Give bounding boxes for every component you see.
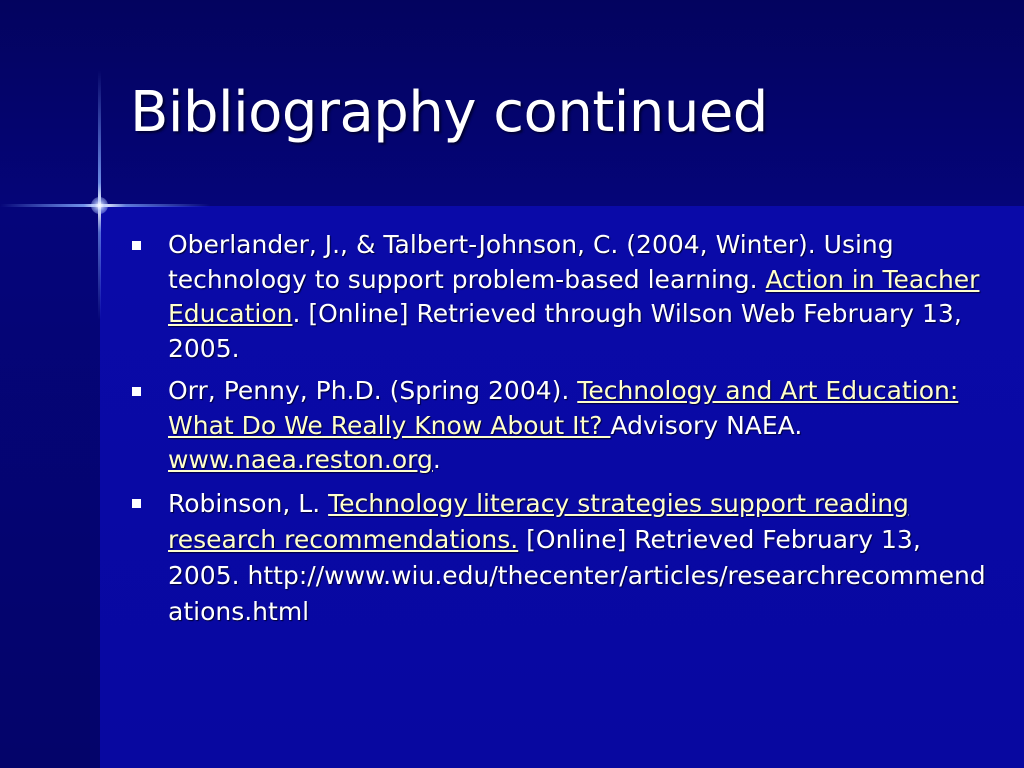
entry-text: Advisory NAEA. xyxy=(610,410,803,440)
article-link[interactable]: Technology literacy strategies support reading research recommendations. xyxy=(168,488,909,554)
bibliography-entry xyxy=(130,374,990,478)
journal-link[interactable]: Action in Teacher Education xyxy=(168,264,980,328)
entry-text: Robinson, L. xyxy=(168,488,329,518)
entry-text: [Online] Retrieved February 13, 2005. xyxy=(168,524,921,590)
square-bullet-icon xyxy=(132,499,141,508)
slide-title: Bibliography continued xyxy=(130,80,768,145)
bibliography-list xyxy=(130,228,990,638)
bibliography-entry xyxy=(130,228,990,366)
article-link[interactable]: Technology and Art Education: What Do We Really Know About It? xyxy=(168,376,959,440)
entry-url-text: http://www.wiu.edu/thecenter/articles/researchrecommendations.html xyxy=(168,560,986,626)
square-bullet-icon xyxy=(132,241,141,250)
entry-text: . xyxy=(432,445,441,474)
sparkle-vertical-line xyxy=(98,70,101,320)
bibliography-entry xyxy=(130,486,990,630)
left-band xyxy=(0,206,100,768)
website-link[interactable]: www.naea.reston.org xyxy=(168,445,433,474)
entry-text: Orr, Penny, Ph.D. (Spring 2004). xyxy=(168,376,578,405)
entry-text: Oberlander, J., & Talbert-Johnson, C. (2004, Winter). Using technology to support problem-based learning. xyxy=(168,230,894,294)
entry-text: . [Online] Retrieved through Wilson Web February 13, 2005. xyxy=(168,299,962,363)
sparkle-icon xyxy=(91,197,108,214)
square-bullet-icon xyxy=(132,387,141,396)
